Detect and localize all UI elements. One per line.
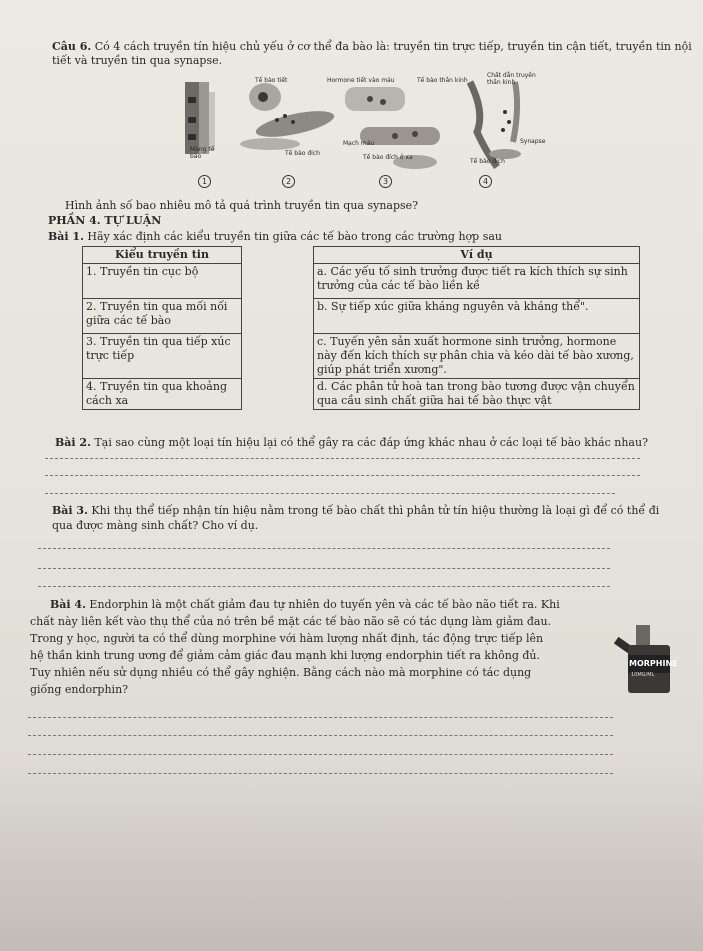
example-b: b. Sự tiếp xúc giữa kháng nguyên và kháng thể".: [314, 299, 640, 334]
page-shadow: [0, 760, 703, 951]
answer-line: [45, 475, 640, 476]
question-6: [52, 40, 692, 68]
label-neuron: Tế bào thần kinh: [417, 77, 468, 84]
section-heading: PHẦN 4. TỰ LUẬN: [48, 214, 162, 227]
label-cell-membrane: Màng tế bào: [190, 146, 215, 160]
label-synapse: Synapse: [520, 138, 546, 145]
example-c: c. Tuyến yên sản xuất hormone sinh trưởng, hormone này đến kích thích sự phân chia và kéo dài tế bào xương, giúp phát triển xương".: [314, 334, 640, 379]
panel-2-drawing: [240, 83, 336, 150]
bai4-line-2: chất này liên kết vào thụ thể của nó trên bề mặt các tế bào não sẽ có tác dụng làm giảm đau.: [30, 615, 552, 628]
q6-text: Có 4 cách truyền tín hiệu chủ yếu ở cơ thể đa bào là: truyền tin trực tiếp, truyền tin cận tiết, truyền tin nội tiết và truyền tin qua synapse.: [52, 40, 692, 67]
figure-number-3: 3: [379, 175, 392, 188]
types-table: [82, 246, 242, 410]
bai1-text: Hãy xác định các kiểu truyền tin giữa các tế bào trong các trường hợp sau: [87, 230, 503, 243]
bai3-prompt: [52, 503, 672, 533]
label-secretory-cell: Tế bào tiết: [255, 77, 288, 84]
type-3: 3. Truyền tin qua tiếp xúc trực tiếp: [83, 334, 242, 379]
examples-header: Ví dụ: [314, 247, 640, 264]
q6-label: Câu 6.: [52, 40, 92, 53]
bai4-label: Bài 4.: [50, 598, 86, 611]
bai1-prompt: [48, 230, 502, 244]
label-neurotransmitter: Chất dẫn truyền thần kinh: [487, 72, 536, 86]
label-hormone: Hormone tiết vào máu: [327, 77, 395, 84]
type-2: 2. Truyền tin qua mối nối giữa các tế bào: [83, 299, 242, 334]
answer-line: [45, 493, 615, 494]
bai2-label: Bài 2.: [55, 436, 91, 449]
bai1-label: Bài 1.: [48, 230, 84, 243]
bai2-text: Tại sao cùng một loại tín hiệu lại có thể gây ra các đáp ứng khác nhau ở các loại tế bào khác nhau?: [94, 436, 648, 449]
answer-line: [38, 548, 610, 549]
answer-line: [28, 717, 613, 718]
q6-question: Hình ảnh số bao nhiêu mô tả quá trình truyền tin qua synapse?: [65, 199, 419, 212]
bai3-text: Khi thụ thể tiếp nhận tín hiệu nằm trong tế bào chất thì phân tử tín hiệu thường là loại gì để có thể đi qua được màng sinh chất? Cho ví dụ.: [52, 504, 660, 532]
signal-transmission-figure: [185, 72, 565, 192]
figure-number-2: 2: [282, 175, 295, 188]
type-1: 1. Truyền tin cục bộ: [83, 264, 242, 299]
morphine-label: MORPHINE: [629, 659, 678, 668]
answer-line: [38, 586, 610, 587]
figure-number-1: 1: [198, 175, 211, 188]
label-target-cell-4: Tế bào đích: [470, 158, 505, 165]
answer-line: [28, 735, 613, 736]
bai4-line-3: Trong y học, người ta có thể dùng morphine với hàm lượng nhất định, tác động trực tiếp lên: [30, 632, 544, 645]
figure-drawing: [185, 72, 565, 192]
example-a: a. Các yếu tố sinh trưởng được tiết ra kích thích sự sinh trưởng của các tế bào liền kề: [314, 264, 640, 299]
morphine-dose: 10MG/ML: [631, 672, 655, 678]
label-distant-target-cell: Tế bào đích ở xa: [363, 154, 413, 161]
bai4-line-1: [50, 598, 560, 612]
example-d: d. Các phân tử hoà tan trong bào tương được vận chuyển qua cầu sinh chất giữa hai tế bào thực vật: [314, 379, 640, 410]
answer-line: [38, 568, 610, 569]
bai3-label: Bài 3.: [52, 504, 88, 517]
label-target-cell: Tế bào đích: [285, 150, 320, 157]
morphine-vial-drawing: [606, 615, 681, 695]
examples-table: [313, 246, 640, 410]
bai2-prompt: [55, 436, 648, 450]
bai4-text-1: Endorphin là một chất giảm đau tự nhiên do tuyến yên và các tế bào não tiết ra. Khi: [89, 598, 560, 611]
morphine-vial-image: [606, 615, 681, 695]
answer-line: [45, 458, 640, 459]
bai4-line-4: hệ thần kinh trung ương để giảm cảm giác đau mạnh khi lượng endorphin tiết ra không đủ.: [30, 649, 540, 662]
bai4-line-6: giống endorphin?: [30, 683, 129, 696]
types-header: Kiểu truyền tin: [83, 247, 242, 264]
type-4: 4. Truyền tin qua khoảng cách xa: [83, 379, 242, 410]
panel-4-drawing: [470, 82, 521, 167]
panel-1-drawing: [185, 82, 215, 154]
figure-number-4: 4: [479, 175, 492, 188]
label-blood-vessel: Mạch máu: [343, 140, 375, 147]
bai4-line-5: Tuy nhiên nếu sử dụng nhiều có thể gây nghiện. Bằng cách nào mà morphine có tác dụng: [30, 666, 532, 679]
answer-line: [28, 754, 613, 755]
answer-line: [28, 773, 613, 774]
